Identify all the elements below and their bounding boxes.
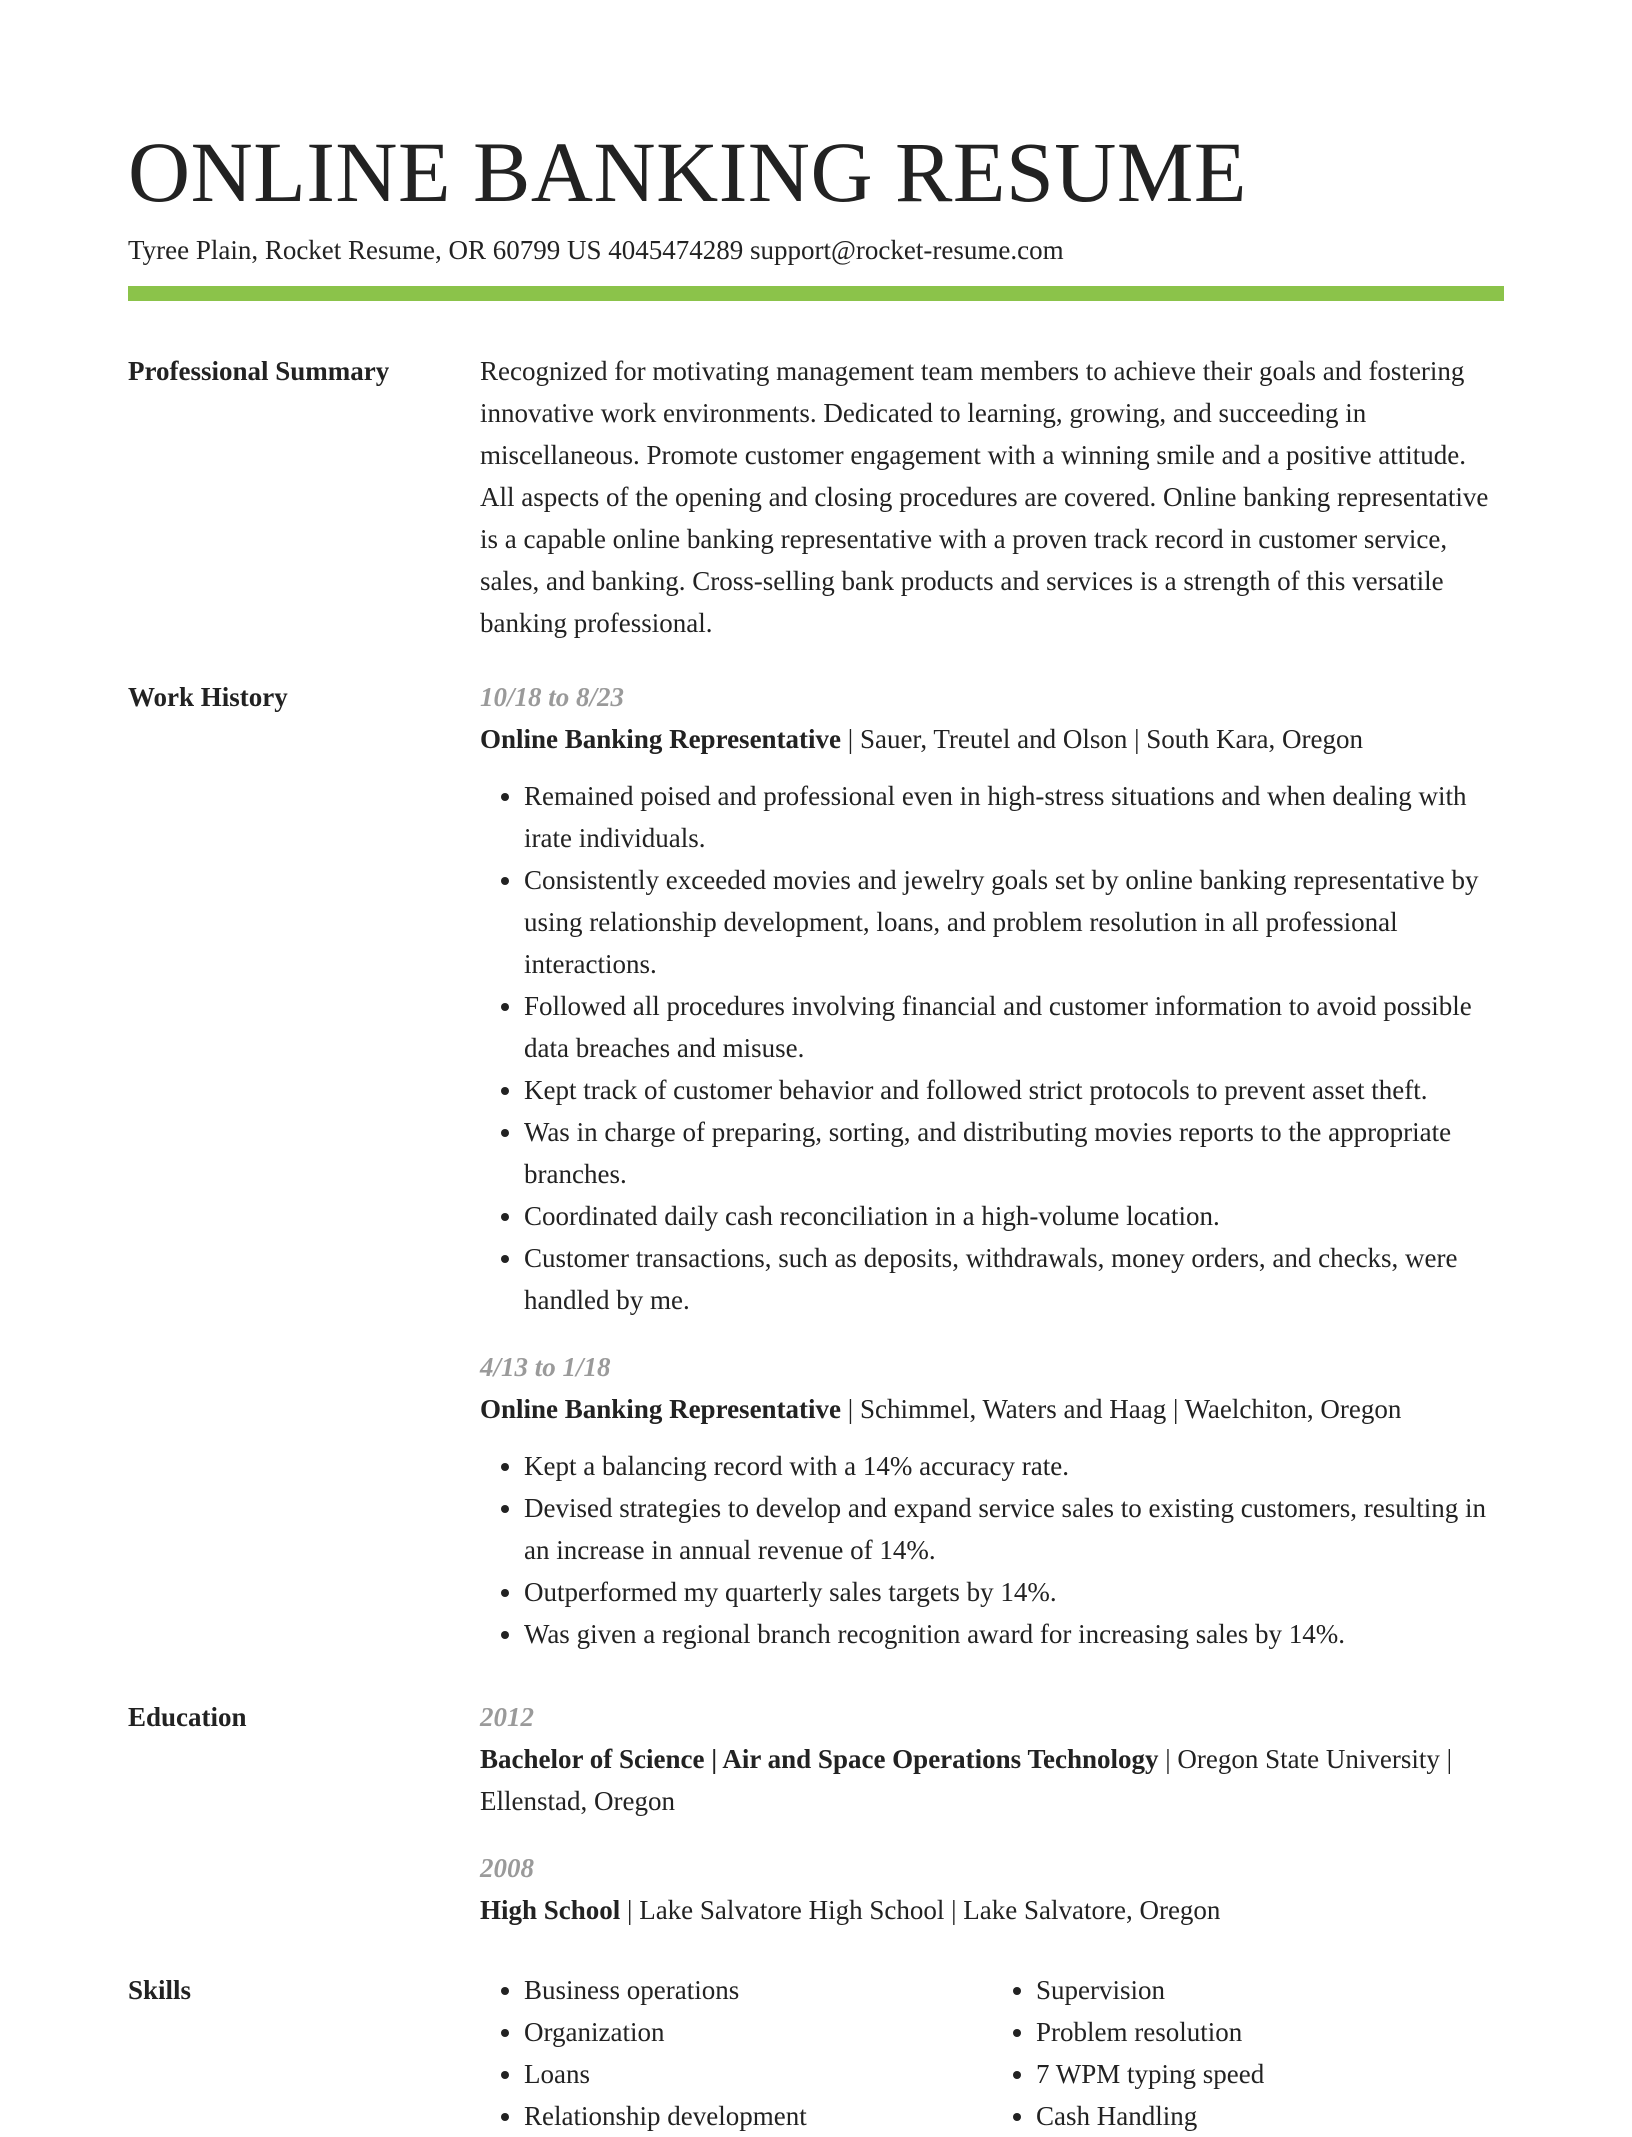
job-bullet: • Followed all procedures involving financial and customer information to avoid possible data breaches and misuse. bbox=[524, 985, 1504, 1069]
education-heading bbox=[480, 1738, 1504, 1822]
job-bullet: • Remained poised and professional even in high-stress situations and when dealing with irate individuals. bbox=[524, 775, 1504, 859]
skill-item: • Problem resolution bbox=[1036, 2011, 1504, 2053]
work-history-label: Work History bbox=[128, 682, 288, 712]
job-bullet: • Outperformed my quarterly sales targets by 14%. bbox=[524, 1571, 1504, 1613]
skill-item: • Relationship development bbox=[524, 2095, 992, 2137]
skill-item: • Supervision bbox=[1036, 1969, 1504, 2011]
skill-item: • Organization bbox=[524, 2011, 992, 2053]
job-bullets bbox=[480, 1445, 1504, 1655]
education-year: 2012 bbox=[480, 1702, 534, 1732]
education-entry bbox=[480, 1847, 1504, 1931]
education-content bbox=[480, 1696, 1504, 1931]
job-title: Online Banking Representative bbox=[480, 1394, 842, 1424]
job-details: | Sauer, Treutel and Olson | South Kara, Oregon bbox=[841, 724, 1363, 754]
summary-text: Recognized for motivating management team members to achieve their goals and fostering innovative work environments. Dedicated to learning, growing, and succeeding in miscellaneous. Promote customer engagement with a winning smile and a positive attitude. All aspects of the opening and closing procedures are covered. Online banking representative is a capable online banking representative with a proven track record in customer service, sales, and banking. Cross-selling bank products and services is a strength of this versatile banking professional. bbox=[480, 356, 1489, 638]
skills-label: Skills bbox=[128, 1975, 192, 2005]
education-year: 2008 bbox=[480, 1853, 534, 1883]
job-bullet: • Was in charge of preparing, sorting, and distributing movies reports to the appropriate branches. bbox=[524, 1111, 1504, 1195]
summary-label: Professional Summary bbox=[128, 356, 390, 386]
education-entry bbox=[480, 1696, 1504, 1822]
job-bullet: • Devised strategies to develop and expand service sales to existing customers, resulting in an increase in annual revenue of 14%. bbox=[524, 1487, 1504, 1571]
skill-item: • Cash Handling bbox=[1036, 2095, 1504, 2137]
job-details: | Schimmel, Waters and Haag | Waelchiton, Oregon bbox=[841, 1394, 1402, 1424]
job-bullet: • Customer transactions, such as deposits, withdrawals, money orders, and checks, were handled by me. bbox=[524, 1237, 1504, 1321]
job-heading bbox=[480, 1388, 1504, 1430]
job-bullets bbox=[480, 775, 1504, 1321]
job-bullet: • Consistently exceeded movies and jewelry goals set by online banking representative by using relationship development, loans, and problem resolution in all professional interactions. bbox=[524, 859, 1504, 985]
job-entry bbox=[480, 1346, 1504, 1655]
skill-item: • Loans bbox=[524, 2053, 992, 2095]
education-details: | Lake Salvatore High School | Lake Salvatore, Oregon bbox=[620, 1895, 1221, 1925]
job-bullet: • Was given a regional branch recognition award for increasing sales by 14%. bbox=[524, 1613, 1504, 1655]
job-dates: 4/13 to 1/18 bbox=[480, 1352, 611, 1382]
education-details: | Oregon State University | Ellenstad, Oregon bbox=[480, 1744, 1452, 1816]
job-bullet: • Kept a balancing record with a 14% accuracy rate. bbox=[524, 1445, 1504, 1487]
education-heading bbox=[480, 1889, 1504, 1931]
work-history-content bbox=[480, 676, 1504, 1655]
job-heading bbox=[480, 718, 1504, 760]
header-divider bbox=[128, 286, 1504, 301]
skill-item: • Business operations bbox=[524, 1969, 992, 2011]
education-label: Education bbox=[128, 1702, 247, 1732]
education-degree: High School bbox=[480, 1895, 621, 1925]
skill-item: • 7 WPM typing speed bbox=[1036, 2053, 1504, 2095]
job-bullet: • Kept track of customer behavior and followed strict protocols to prevent asset theft. bbox=[524, 1069, 1504, 1111]
resume-title: ONLINE BANKING RESUME bbox=[128, 124, 1247, 220]
contact-line: Tyree Plain, Rocket Resume, OR 60799 US 4045474289 support@rocket-resume.com bbox=[128, 235, 1064, 265]
job-bullet: • Coordinated daily cash reconciliation in a high-volume location. bbox=[524, 1195, 1504, 1237]
job-title: Online Banking Representative bbox=[480, 724, 842, 754]
summary-content bbox=[480, 350, 1504, 644]
education-degree: Bachelor of Science | Air and Space Operations Technology bbox=[480, 1744, 1159, 1774]
job-entry bbox=[480, 676, 1504, 1321]
job-dates: 10/18 to 8/23 bbox=[480, 682, 625, 712]
